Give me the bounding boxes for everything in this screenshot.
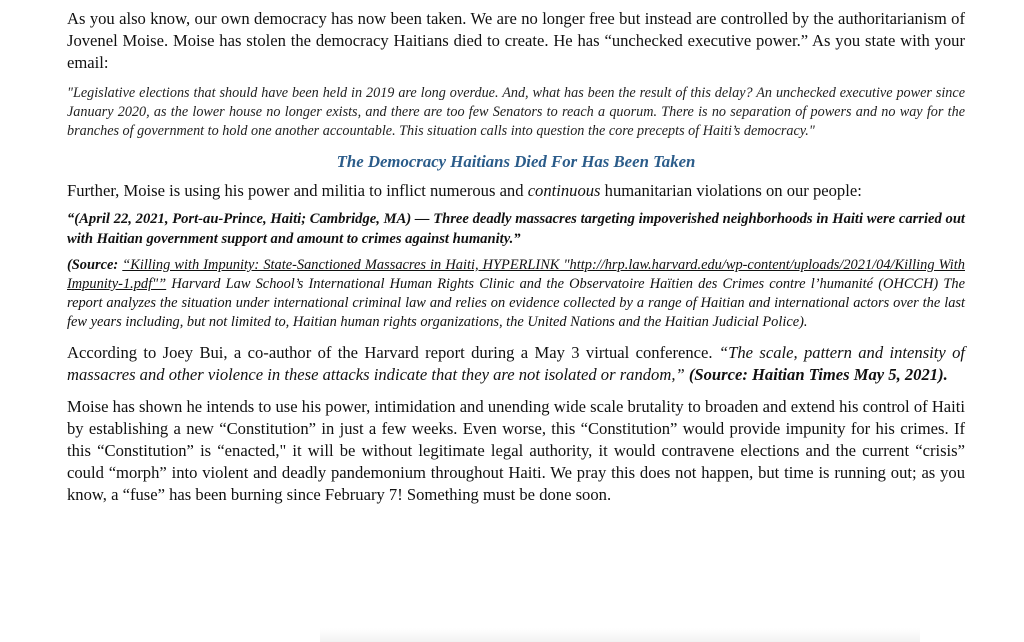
source-hyperlink[interactable]: “Killing with Impunity: State-Sanctioned Massacres in Haiti, HYPERLINK "http://hrp.law.harvard.edu/wp-content/uploads/2021/04/Killing With Impunity-1.pdf"”	[67, 257, 965, 292]
para3-text-a: According to Joey Bui, a co-author of the Harvard report during a May 3 virtual conference.	[67, 343, 719, 362]
document-page	[67, 8, 965, 506]
source-citation	[67, 256, 965, 332]
paragraph-democracy-taken: As you also know, our own democracy has now been taken. We are no longer free but instead are controlled by the authoritarianism of Jovenel Moise. Moise has stolen the democracy Haitians died to create. He has “unchecked executive power.” As you state with your email:	[67, 9, 965, 72]
source-open: (Source:	[67, 257, 123, 273]
para3-quote: “The scale, pattern and intensity of massacres and other violence in these attacks indicate that they are not isolated or random,”	[67, 343, 966, 384]
page-edge-shadow	[320, 628, 920, 642]
section-heading: The Democracy Haitians Died For Has Been Taken	[336, 152, 696, 171]
source-rest: Harvard Law School’s International Human Rights Clinic and the Observatoire Haïtien des Crimes contre l’humanité (OHCCH) The report analyzes the situation under international criminal law and relies on evidence collected by a range of Haitian and international actors over the last few years including, but not limited to, Haitian human rights organizations, the United Nations and the Haitian Judicial Police).	[67, 276, 965, 330]
para2-emphasis: continuous	[527, 181, 601, 200]
para3-source: (Source: Haitian Times May 5, 2021).	[684, 365, 948, 384]
para2-text-a: Further, Moise is using his power and militia to inflict numerous and	[67, 181, 528, 200]
paragraph-humanitarian-violations	[67, 180, 965, 202]
para2-text-c: humanitarian violations on our people:	[600, 181, 862, 200]
paragraph-joey-bui	[67, 342, 965, 386]
email-quote: "Legislative elections that should have been held in 2019 are long overdue. And, what has been the result of this delay? An unchecked executive power since January 2020, as the lower house no longer exists, and there are too few Senators to reach a quorum. There is no separation of powers and no way for the branches of government to hold one another accountable. This situation calls into question the core precepts of Haiti’s democracy."	[67, 85, 965, 139]
paragraph-constitution: Moise has shown he intends to use his power, intimidation and unending wide scale brutality to broaden and extend his control of Haiti by establishing a new “Constitution” in just a few weeks. Even worse, this “Constitution” would provide impunity for his crimes. If this “Constitution” is “enacted," it will be without legitimate legal authority, it would contravene elections and the current “crisis” could “morph” into violent and deadly pandemonium throughout Haiti. We pray this does not happen, but time is running out; as you know, a “fuse” has been burning since February 7! Something must be done soon.	[67, 397, 965, 504]
massacre-quote: “(April 22, 2021, Port-au-Prince, Haiti; Cambridge, MA) — Three deadly massacres targeting impoverished neighborhoods in Haiti were carried out with Haitian government support and amount to crimes against humanity.”	[67, 211, 965, 247]
